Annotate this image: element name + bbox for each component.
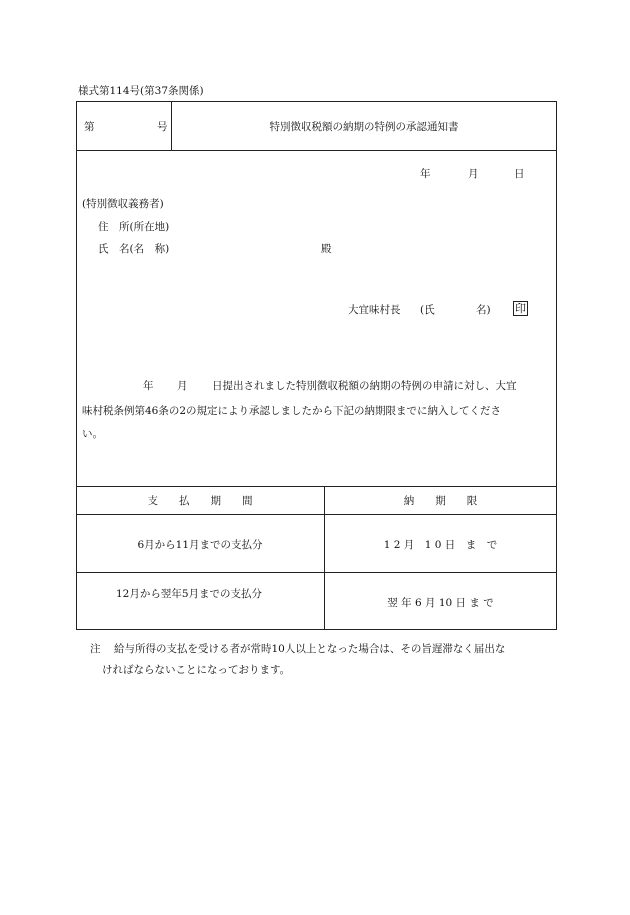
name-label: 氏 名(名 称): [98, 243, 170, 255]
note-line1: 給与所得の支払を受ける者が常時10人以上となった場合は、その旨遅滞なく届出な: [114, 643, 506, 655]
table-header-period: 支 払 期 間: [147, 495, 253, 507]
date-day-label: 日: [514, 168, 525, 180]
body-year-label: 年: [143, 380, 154, 392]
body-month-label: 月: [177, 380, 188, 392]
header-divider: [76, 150, 557, 151]
note-line2: ければならないことになっております。: [102, 664, 291, 676]
table-header-deadline: 納 期 限: [403, 495, 478, 507]
body-line2: 味村税条例第46条の2の規定により承認しましたから下記の納期限までに納入してくださ: [82, 405, 502, 417]
table-row-deadline: 1 2 月 1 0 日 ま で: [383, 539, 498, 551]
address-label: 住 所(所在地): [98, 221, 170, 233]
number-go-label: 号: [157, 121, 168, 133]
body-line1: 日提出されました特別徴収税額の納期の特例の申請に対し、大宜: [212, 380, 517, 392]
table-row-period: 6月から11月までの支払分: [137, 539, 263, 551]
date-month-label: 月: [468, 168, 479, 180]
table-header-divider: [76, 514, 557, 515]
issuer-name-close: 名): [476, 304, 491, 316]
table-top-border: [76, 486, 557, 487]
issuer-name-open: (氏: [420, 304, 435, 316]
form-number: 様式第114号(第37条関係): [78, 85, 204, 97]
number-dai-label: 第: [84, 121, 95, 133]
document-title: 特別徴収税額の納期の特例の承認通知書: [269, 121, 459, 133]
issuer-title: 大宜味村長: [348, 304, 401, 316]
seal-mark: 印: [515, 302, 526, 315]
date-year-label: 年: [420, 168, 431, 180]
honorific-dono: 殿: [321, 243, 332, 255]
table-row-period: 12月から翌年5月までの支払分: [116, 588, 263, 600]
addressee-role: (特別徴収義務者): [82, 198, 164, 210]
note-mark: 注: [90, 643, 101, 655]
table-row-deadline: 翌 年 6 月 10 日 ま で: [387, 597, 494, 609]
body-line3: い。: [82, 428, 103, 440]
table-row-divider: [76, 572, 557, 573]
